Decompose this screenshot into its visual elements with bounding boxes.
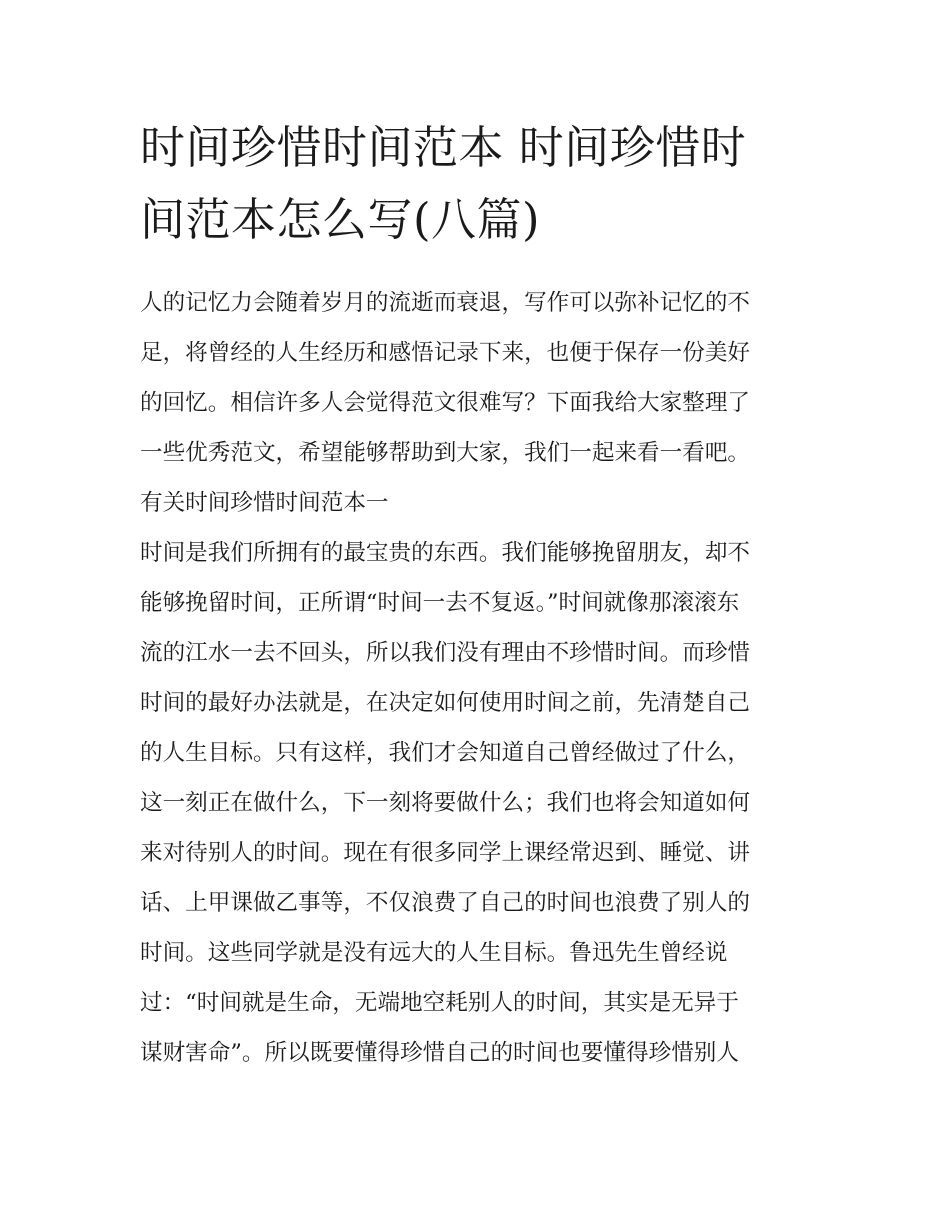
- title-line: 时间珍惜时间范本 时间珍惜时: [140, 121, 747, 174]
- body-text-line: 这一刻正在做什么，下一刻将要做什么；我们也将会知道如何: [140, 790, 751, 816]
- section-heading: 有关时间珍惜时间范本一: [140, 490, 389, 516]
- body-text-line: 过：“时间就是生命，无端地空耗别人的时间，其实是无异于: [140, 990, 739, 1016]
- body-text-line: 谋财害命”。所以既要懂得珍惜自己的时间也要懂得珍惜别人: [140, 1040, 739, 1066]
- body-text-line: 流的江水一去不回头，所以我们没有理由不珍惜时间。而珍惜: [140, 640, 751, 666]
- body-text-line: 来对待别人的时间。现在有很多同学上课经常迟到、睡觉、讲: [140, 840, 751, 866]
- body-text-line: 能够挽留时间，正所谓“时间一去不复返。”时间就像那滚滚东: [140, 590, 740, 616]
- body-text-line: 时间是我们所拥有的最宝贵的东西。我们能够挽留朋友，却不: [140, 540, 751, 566]
- body-text-line: 话、上甲课做乙事等，不仅浪费了自己的时间也浪费了别人的: [140, 890, 751, 916]
- title-line: 间范本怎么写(八篇): [140, 193, 541, 246]
- intro-text-line: 足，将曾经的人生经历和感悟记录下来，也便于保存一份美好: [140, 340, 751, 366]
- intro-text-line: 一些优秀范文，希望能够帮助到大家，我们一起来看一看吧。: [140, 440, 751, 466]
- body-text-line: 时间。这些同学就是没有远大的人生目标。鲁迅先生曾经说: [140, 940, 728, 966]
- body-text-line: 的人生目标。只有这样，我们才会知道自己曾经做过了什么，: [140, 740, 751, 766]
- document-title: [140, 112, 820, 256]
- body-text-line: 时间的最好办法就是，在决定如何使用时间之前，先清楚自己: [140, 690, 751, 716]
- intro-text-line: 人的记忆力会随着岁月的流逝而衰退，写作可以弥补记忆的不: [140, 290, 751, 316]
- intro-text-line: 的回忆。相信许多人会觉得范文很难写？下面我给大家整理了: [140, 390, 751, 416]
